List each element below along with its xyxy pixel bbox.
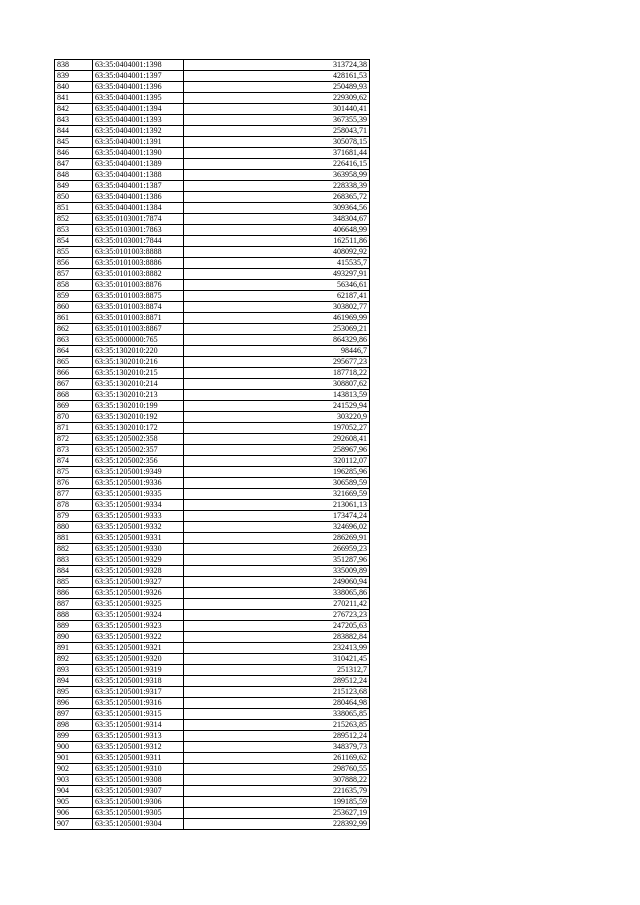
- row-number: 870: [55, 412, 93, 423]
- cadastral-number: 63:35:1205001:9311: [93, 753, 184, 764]
- cadastral-number: 63:35:1205001:9324: [93, 610, 184, 621]
- table-row: [55, 291, 370, 302]
- table-row: [55, 610, 370, 621]
- table-row: [55, 753, 370, 764]
- row-number: 901: [55, 753, 93, 764]
- table-row: [55, 698, 370, 709]
- row-number: 890: [55, 632, 93, 643]
- cadastral-value: 348304,67: [184, 214, 370, 225]
- table-row: [55, 511, 370, 522]
- cadastral-number: 63:35:1205001:9305: [93, 808, 184, 819]
- table-row: [55, 456, 370, 467]
- cadastral-value: 199185,59: [184, 797, 370, 808]
- cadastral-value: 229309,62: [184, 93, 370, 104]
- row-number: 839: [55, 71, 93, 82]
- row-number: 902: [55, 764, 93, 775]
- cadastral-number: 63:35:0103001:7844: [93, 236, 184, 247]
- cadastral-number: 63:35:1205001:9321: [93, 643, 184, 654]
- cadastral-number: 63:35:0404001:1389: [93, 159, 184, 170]
- cadastral-value: 493297,91: [184, 269, 370, 280]
- table-row: [55, 533, 370, 544]
- cadastral-value: 338065,86: [184, 588, 370, 599]
- row-number: 853: [55, 225, 93, 236]
- cadastral-number: 63:35:0404001:1396: [93, 82, 184, 93]
- row-number: 904: [55, 786, 93, 797]
- row-number: 886: [55, 588, 93, 599]
- table-row: [55, 742, 370, 753]
- table-row: [55, 500, 370, 511]
- cadastral-number: 63:35:1302010:199: [93, 401, 184, 412]
- table-row: [55, 313, 370, 324]
- cadastral-number: 63:35:0404001:1384: [93, 203, 184, 214]
- cadastral-value: 280464,98: [184, 698, 370, 709]
- cadastral-number: 63:35:1205001:9334: [93, 500, 184, 511]
- cadastral-number: 63:35:1205001:9336: [93, 478, 184, 489]
- cadastral-number: 63:35:1302010:214: [93, 379, 184, 390]
- table-row: [55, 786, 370, 797]
- cadastral-number: 63:35:1205001:9323: [93, 621, 184, 632]
- table-row: [55, 599, 370, 610]
- row-number: 851: [55, 203, 93, 214]
- row-number: 872: [55, 434, 93, 445]
- cadastral-value: 289512,24: [184, 676, 370, 687]
- table-row: [55, 401, 370, 412]
- cadastral-number: 63:35:0103001:7874: [93, 214, 184, 225]
- cadastral-value: 309364,56: [184, 203, 370, 214]
- row-number: 859: [55, 291, 93, 302]
- cadastral-number: 63:35:1205001:9319: [93, 665, 184, 676]
- cadastral-value-table: [54, 59, 370, 830]
- table-row: [55, 566, 370, 577]
- table-row: [55, 775, 370, 786]
- table-row: [55, 302, 370, 313]
- cadastral-value: 303802,77: [184, 302, 370, 313]
- cadastral-value: 428161,53: [184, 71, 370, 82]
- cadastral-value: 258967,96: [184, 445, 370, 456]
- row-number: 877: [55, 489, 93, 500]
- table-row: [55, 797, 370, 808]
- table-row: [55, 555, 370, 566]
- cadastral-number: 63:35:0000000:765: [93, 335, 184, 346]
- cadastral-value: 197052,27: [184, 423, 370, 434]
- table-row: [55, 236, 370, 247]
- cadastral-number: 63:35:1205001:9327: [93, 577, 184, 588]
- row-number: 842: [55, 104, 93, 115]
- row-number: 887: [55, 599, 93, 610]
- table-row: [55, 247, 370, 258]
- cadastral-value: 253069,21: [184, 324, 370, 335]
- cadastral-value: 266959,23: [184, 544, 370, 555]
- cadastral-number: 63:35:1302010:220: [93, 346, 184, 357]
- cadastral-number: 63:35:1205001:9304: [93, 819, 184, 830]
- row-number: 868: [55, 390, 93, 401]
- cadastral-number: 63:35:1205001:9317: [93, 687, 184, 698]
- cadastral-number: 63:35:1205001:9349: [93, 467, 184, 478]
- row-number: 845: [55, 137, 93, 148]
- cadastral-value: 247205,63: [184, 621, 370, 632]
- row-number: 854: [55, 236, 93, 247]
- table-row: [55, 665, 370, 676]
- cadastral-number: 63:35:0101003:8886: [93, 258, 184, 269]
- cadastral-value: 321669,59: [184, 489, 370, 500]
- cadastral-value: 221635,79: [184, 786, 370, 797]
- table-row: [55, 82, 370, 93]
- row-number: 905: [55, 797, 93, 808]
- cadastral-number: 63:35:1205001:9306: [93, 797, 184, 808]
- cadastral-value: 367355,39: [184, 115, 370, 126]
- table-row: [55, 148, 370, 159]
- cadastral-number: 63:35:0404001:1387: [93, 181, 184, 192]
- row-number: 873: [55, 445, 93, 456]
- cadastral-value: 56346,61: [184, 280, 370, 291]
- cadastral-number: 63:35:0404001:1391: [93, 137, 184, 148]
- cadastral-value: 864329,86: [184, 335, 370, 346]
- cadastral-value: 310421,45: [184, 654, 370, 665]
- table-row: [55, 71, 370, 82]
- table-row: [55, 577, 370, 588]
- cadastral-number: 63:35:1205001:9315: [93, 709, 184, 720]
- table-row: [55, 423, 370, 434]
- table-row: [55, 115, 370, 126]
- row-number: 884: [55, 566, 93, 577]
- cadastral-number: 63:35:1205001:9307: [93, 786, 184, 797]
- table-row: [55, 126, 370, 137]
- cadastral-value: 289512,24: [184, 731, 370, 742]
- row-number: 881: [55, 533, 93, 544]
- cadastral-value: 351287,96: [184, 555, 370, 566]
- cadastral-number: 63:35:1205001:9322: [93, 632, 184, 643]
- cadastral-value: 213061,13: [184, 500, 370, 511]
- cadastral-value: 348379,73: [184, 742, 370, 753]
- cadastral-value: 305078,15: [184, 137, 370, 148]
- cadastral-number: 63:35:0404001:1392: [93, 126, 184, 137]
- cadastral-value: 196285,96: [184, 467, 370, 478]
- cadastral-number: 63:35:1205001:9331: [93, 533, 184, 544]
- cadastral-value: 232413,99: [184, 643, 370, 654]
- row-number: 840: [55, 82, 93, 93]
- cadastral-number: 63:35:0404001:1393: [93, 115, 184, 126]
- cadastral-number: 63:35:0101003:8888: [93, 247, 184, 258]
- row-number: 838: [55, 60, 93, 71]
- cadastral-value: 408092,92: [184, 247, 370, 258]
- table-row: [55, 654, 370, 665]
- cadastral-number: 63:35:1205001:9325: [93, 599, 184, 610]
- row-number: 862: [55, 324, 93, 335]
- row-number: 899: [55, 731, 93, 742]
- row-number: 858: [55, 280, 93, 291]
- row-number: 894: [55, 676, 93, 687]
- row-number: 861: [55, 313, 93, 324]
- row-number: 863: [55, 335, 93, 346]
- row-number: 897: [55, 709, 93, 720]
- row-number: 891: [55, 643, 93, 654]
- table-row: [55, 676, 370, 687]
- table-row: [55, 621, 370, 632]
- table-row: [55, 269, 370, 280]
- cadastral-number: 63:35:0404001:1390: [93, 148, 184, 159]
- table-row: [55, 324, 370, 335]
- cadastral-value: 301440,41: [184, 104, 370, 115]
- row-number: 867: [55, 379, 93, 390]
- cadastral-number: 63:35:0404001:1388: [93, 170, 184, 181]
- cadastral-value: 187718,22: [184, 368, 370, 379]
- table-row: [55, 819, 370, 830]
- row-number: 888: [55, 610, 93, 621]
- table-row: [55, 225, 370, 236]
- cadastral-number: 63:35:0101003:8874: [93, 302, 184, 313]
- row-number: 852: [55, 214, 93, 225]
- table-row: [55, 258, 370, 269]
- table-row: [55, 335, 370, 346]
- table-row: [55, 467, 370, 478]
- cadastral-number: 63:35:1205001:9335: [93, 489, 184, 500]
- cadastral-value: 228338,39: [184, 181, 370, 192]
- row-number: 900: [55, 742, 93, 753]
- table-row: [55, 764, 370, 775]
- table-row: [55, 379, 370, 390]
- table-row: [55, 434, 370, 445]
- row-number: 889: [55, 621, 93, 632]
- cadastral-value: 62187,41: [184, 291, 370, 302]
- table-row: [55, 170, 370, 181]
- row-number: 898: [55, 720, 93, 731]
- cadastral-number: 63:35:1302010:216: [93, 357, 184, 368]
- table-row: [55, 643, 370, 654]
- cadastral-value: 335009,89: [184, 566, 370, 577]
- table-row: [55, 632, 370, 643]
- cadastral-value: 261169,62: [184, 753, 370, 764]
- cadastral-number: 63:35:1205001:9312: [93, 742, 184, 753]
- table-row: [55, 445, 370, 456]
- row-number: 896: [55, 698, 93, 709]
- row-number: 879: [55, 511, 93, 522]
- table-row: [55, 390, 370, 401]
- table-row: [55, 522, 370, 533]
- cadastral-number: 63:35:1205001:9318: [93, 676, 184, 687]
- cadastral-value: 298760,55: [184, 764, 370, 775]
- cadastral-number: 63:35:1205002:356: [93, 456, 184, 467]
- cadastral-value: 363958,99: [184, 170, 370, 181]
- cadastral-number: 63:35:0101003:8867: [93, 324, 184, 335]
- cadastral-value: 173474,24: [184, 511, 370, 522]
- cadastral-value: 226416,15: [184, 159, 370, 170]
- row-number: 875: [55, 467, 93, 478]
- row-number: 869: [55, 401, 93, 412]
- cadastral-value: 215123,68: [184, 687, 370, 698]
- table-row: [55, 104, 370, 115]
- row-number: 850: [55, 192, 93, 203]
- table-row: [55, 93, 370, 104]
- cadastral-number: 63:35:1302010:172: [93, 423, 184, 434]
- table-row: [55, 709, 370, 720]
- cadastral-number: 63:35:1205001:9320: [93, 654, 184, 665]
- table-row: [55, 808, 370, 819]
- cadastral-value: 251312,7: [184, 665, 370, 676]
- table-row: [55, 478, 370, 489]
- row-number: 844: [55, 126, 93, 137]
- row-number: 906: [55, 808, 93, 819]
- table-body: [55, 60, 370, 830]
- cadastral-number: 63:35:1302010:192: [93, 412, 184, 423]
- cadastral-value: 371681,44: [184, 148, 370, 159]
- cadastral-number: 63:35:0101003:8871: [93, 313, 184, 324]
- cadastral-value: 258043,71: [184, 126, 370, 137]
- row-number: 876: [55, 478, 93, 489]
- table-row: [55, 357, 370, 368]
- row-number: 885: [55, 577, 93, 588]
- cadastral-value: 253627,19: [184, 808, 370, 819]
- cadastral-number: 63:35:1205001:9316: [93, 698, 184, 709]
- row-number: 893: [55, 665, 93, 676]
- row-number: 848: [55, 170, 93, 181]
- row-number: 871: [55, 423, 93, 434]
- cadastral-number: 63:35:0101003:8882: [93, 269, 184, 280]
- cadastral-number: 63:35:1205002:357: [93, 445, 184, 456]
- row-number: 849: [55, 181, 93, 192]
- cadastral-value: 270211,42: [184, 599, 370, 610]
- row-number: 907: [55, 819, 93, 830]
- cadastral-value: 295677,23: [184, 357, 370, 368]
- table-row: [55, 346, 370, 357]
- table-row: [55, 368, 370, 379]
- row-number: 895: [55, 687, 93, 698]
- row-number: 847: [55, 159, 93, 170]
- cadastral-value: 338065,85: [184, 709, 370, 720]
- row-number: 865: [55, 357, 93, 368]
- cadastral-value: 307888,22: [184, 775, 370, 786]
- table-row: [55, 137, 370, 148]
- cadastral-number: 63:35:0101003:8875: [93, 291, 184, 302]
- cadastral-value: 320112,07: [184, 456, 370, 467]
- cadastral-number: 63:35:1302010:215: [93, 368, 184, 379]
- cadastral-value: 228392,99: [184, 819, 370, 830]
- cadastral-number: 63:35:0404001:1395: [93, 93, 184, 104]
- cadastral-value: 143813,59: [184, 390, 370, 401]
- table-row: [55, 214, 370, 225]
- cadastral-number: 63:35:1205001:9326: [93, 588, 184, 599]
- cadastral-value: 308807,62: [184, 379, 370, 390]
- row-number: 880: [55, 522, 93, 533]
- table-row: [55, 412, 370, 423]
- cadastral-number: 63:35:1205001:9332: [93, 522, 184, 533]
- row-number: 855: [55, 247, 93, 258]
- table-row: [55, 192, 370, 203]
- cadastral-value: 98446,7: [184, 346, 370, 357]
- cadastral-number: 63:35:0404001:1398: [93, 60, 184, 71]
- cadastral-value: 461969,99: [184, 313, 370, 324]
- cadastral-number: 63:35:0404001:1394: [93, 104, 184, 115]
- cadastral-number: 63:35:1302010:213: [93, 390, 184, 401]
- row-number: 883: [55, 555, 93, 566]
- document-page: [54, 59, 370, 830]
- row-number: 846: [55, 148, 93, 159]
- cadastral-number: 63:35:1205001:9329: [93, 555, 184, 566]
- row-number: 864: [55, 346, 93, 357]
- cadastral-number: 63:35:0103001:7863: [93, 225, 184, 236]
- cadastral-value: 162511,86: [184, 236, 370, 247]
- cadastral-number: 63:35:1205002:358: [93, 434, 184, 445]
- cadastral-number: 63:35:1205001:9314: [93, 720, 184, 731]
- cadastral-number: 63:35:1205001:9328: [93, 566, 184, 577]
- table-row: [55, 687, 370, 698]
- cadastral-number: 63:35:1205001:9330: [93, 544, 184, 555]
- cadastral-value: 415535,7: [184, 258, 370, 269]
- cadastral-value: 286269,91: [184, 533, 370, 544]
- row-number: 856: [55, 258, 93, 269]
- row-number: 882: [55, 544, 93, 555]
- table-row: [55, 280, 370, 291]
- cadastral-number: 63:35:1205001:9333: [93, 511, 184, 522]
- table-row: [55, 60, 370, 71]
- row-number: 843: [55, 115, 93, 126]
- cadastral-value: 215263,85: [184, 720, 370, 731]
- cadastral-value: 303220,9: [184, 412, 370, 423]
- cadastral-value: 283882,84: [184, 632, 370, 643]
- row-number: 874: [55, 456, 93, 467]
- table-row: [55, 720, 370, 731]
- table-row: [55, 181, 370, 192]
- table-row: [55, 489, 370, 500]
- cadastral-value: 306589,59: [184, 478, 370, 489]
- row-number: 903: [55, 775, 93, 786]
- cadastral-number: 63:35:1205001:9308: [93, 775, 184, 786]
- table-row: [55, 159, 370, 170]
- cadastral-number: 63:35:1205001:9313: [93, 731, 184, 742]
- cadastral-value: 250489,93: [184, 82, 370, 93]
- cadastral-value: 313724,38: [184, 60, 370, 71]
- table-row: [55, 731, 370, 742]
- cadastral-number: 63:35:0404001:1397: [93, 71, 184, 82]
- row-number: 857: [55, 269, 93, 280]
- table-row: [55, 588, 370, 599]
- cadastral-value: 241529,94: [184, 401, 370, 412]
- cadastral-number: 63:35:1205001:9310: [93, 764, 184, 775]
- table-row: [55, 544, 370, 555]
- row-number: 878: [55, 500, 93, 511]
- cadastral-number: 63:35:0101003:8876: [93, 280, 184, 291]
- cadastral-value: 276723,23: [184, 610, 370, 621]
- row-number: 892: [55, 654, 93, 665]
- cadastral-value: 406648,99: [184, 225, 370, 236]
- row-number: 860: [55, 302, 93, 313]
- cadastral-value: 324696,02: [184, 522, 370, 533]
- row-number: 841: [55, 93, 93, 104]
- row-number: 866: [55, 368, 93, 379]
- cadastral-number: 63:35:0404001:1386: [93, 192, 184, 203]
- cadastral-value: 292608,41: [184, 434, 370, 445]
- cadastral-value: 249060,94: [184, 577, 370, 588]
- table-row: [55, 203, 370, 214]
- cadastral-value: 268365,72: [184, 192, 370, 203]
